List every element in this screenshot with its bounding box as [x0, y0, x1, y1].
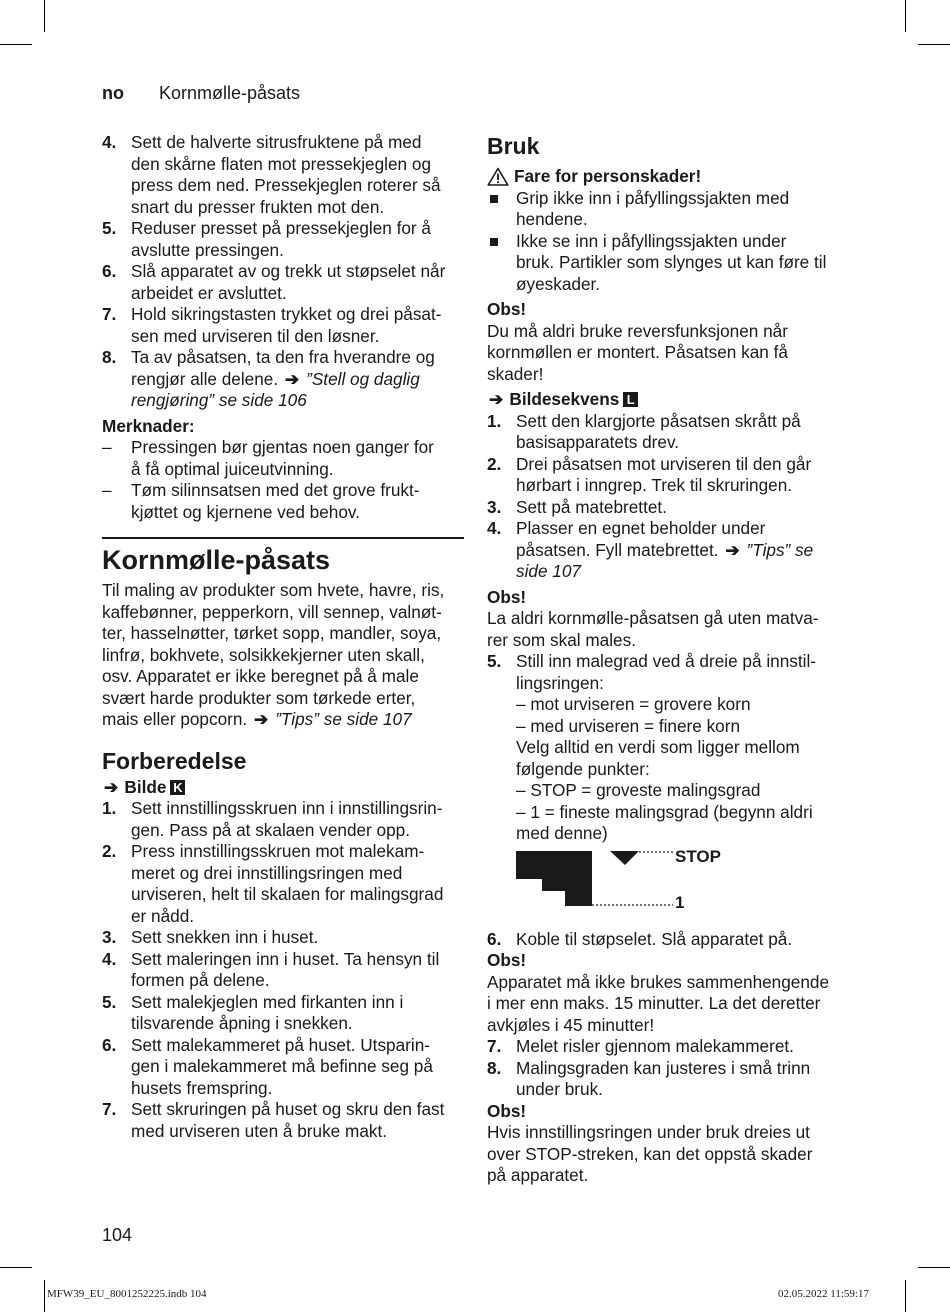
- text-line: Sett den klargjorte påsatsen skrått på: [516, 410, 801, 431]
- text-line: – mot urviseren = grovere korn: [516, 694, 751, 714]
- text-line: i mer enn maks. 15 minutter. La det deretter: [487, 993, 821, 1013]
- text-line: hørbart i inngrep. Trek til skruringen.: [516, 475, 793, 495]
- subsection-title: Forberedelse: [102, 747, 247, 774]
- cross-reference-link[interactable]: ”Tips” se: [746, 539, 814, 560]
- section-title: Kornmølle-påsats: [102, 545, 331, 575]
- text-line: Velg alltid en verdi som ligger mellom: [516, 737, 800, 757]
- step-list: [487, 1036, 851, 1101]
- text-line: formen på delene.: [131, 970, 270, 990]
- step-item: [102, 304, 464, 347]
- arrow-right-icon: ➔: [489, 389, 504, 409]
- step-number: 3.: [102, 927, 117, 947]
- step-item: [102, 927, 464, 949]
- step-item: [102, 218, 464, 261]
- right-column: [487, 132, 851, 1187]
- warning-heading: [487, 166, 851, 188]
- text-line: Til maling av produkter som hvete, havre, ris,: [102, 580, 445, 600]
- text-line: snart du presser frukten mot den.: [131, 196, 385, 217]
- text-line: ter, hasselnøtter, tørket sopp, mandler, soya,: [102, 623, 442, 643]
- footer-file-info: MFW39_EU_8001252225.indb 104: [47, 1288, 207, 1300]
- text-line: Malingsgraden kan justeres i små trinn: [516, 1057, 811, 1078]
- footer-timestamp: 02.05.2022 11:59:17: [778, 1288, 869, 1300]
- text-line: å få optimal juiceutvinning.: [131, 458, 334, 479]
- text-line: Sett på matebrettet.: [516, 496, 667, 517]
- step-number: 3.: [487, 496, 502, 517]
- text-line: bruk. Partikler som slynges ut kan føre til: [516, 252, 827, 272]
- arrow-right-icon: ➔: [725, 539, 740, 560]
- text-line: hendene.: [516, 209, 588, 229]
- obs-label: Obs!: [487, 586, 527, 607]
- crop-mark: [0, 1267, 32, 1268]
- text-line: husets fremspring.: [131, 1077, 273, 1098]
- text-line: skader!: [487, 363, 544, 384]
- left-column: [102, 132, 464, 1142]
- step-number: 4.: [487, 518, 502, 538]
- step-item: [487, 1036, 851, 1058]
- text-line: Sett malekammeret på huset. Utsparin-: [131, 1034, 430, 1055]
- text-line: under bruk.: [516, 1079, 603, 1099]
- step-item: [102, 841, 464, 927]
- stop-mark-label: STOP: [675, 846, 721, 866]
- warning-list: [487, 188, 851, 296]
- text-line: lingsringen:: [516, 672, 604, 693]
- text-line: avkjøles i 45 minutter!: [487, 1014, 655, 1035]
- step-number: 8.: [102, 347, 117, 367]
- cross-reference-link[interactable]: ”Tips” se side 107: [275, 709, 412, 729]
- text-line: er nådd.: [131, 905, 195, 926]
- figure-label: Bilde: [124, 776, 167, 797]
- header-title: Kornmølle-påsats: [159, 83, 301, 103]
- obs-label: Obs!: [487, 1100, 527, 1121]
- step-number: 1.: [487, 410, 502, 431]
- text-line: – med urviseren = finere korn: [516, 715, 741, 736]
- section-title: Bruk: [487, 133, 540, 159]
- step-number: 7.: [102, 304, 117, 324]
- obs-paragraph: [487, 972, 851, 1037]
- step-item: [102, 798, 464, 841]
- text-line: svært harde produkter som tørkede erter,: [102, 687, 416, 708]
- text-span: rengjør alle delene.: [131, 368, 279, 389]
- text-line: basisapparatets drev.: [516, 432, 680, 452]
- step-number: 6.: [102, 261, 117, 281]
- text-line: Slå apparatet av og trekk ut støpselet når: [131, 261, 446, 281]
- grind-scale-diagram: [487, 846, 851, 921]
- text-line: Koble til støpselet. Slå apparatet på.: [516, 928, 793, 949]
- text-line: Ikke se inn i påfyllingssjakten under: [516, 230, 787, 251]
- crop-mark: [44, 0, 45, 32]
- text-line: Grip ikke inn i påfyllingssjakten med: [516, 187, 790, 208]
- text-line: Sett snekken inn i huset.: [131, 927, 319, 947]
- text-line: Sett de halverte sitrusfruktene på med: [131, 132, 422, 152]
- step-item: [487, 929, 851, 951]
- step-list: [487, 929, 851, 951]
- text-line: Tøm silinnsatsen med det grove frukt-: [131, 480, 420, 500]
- text-line: Plasser en egnet beholder under: [516, 518, 766, 538]
- crop-mark: [905, 1280, 906, 1312]
- text-line: Sett innstillingsskruen inn i innstillingsrin-: [131, 798, 443, 818]
- text-line: Sett skruringen på huset og skru den fast: [131, 1099, 445, 1119]
- dash-bullet-icon: –: [102, 480, 112, 500]
- step-number: 2.: [487, 453, 502, 474]
- text-line: kornmøllen er montert. Påsatsen kan få: [487, 342, 788, 362]
- warning-triangle-icon: [487, 167, 509, 186]
- cross-reference-link[interactable]: rengjøring” se side 106: [131, 390, 307, 410]
- text-line: Drei påsatsen mot urviseren til den går: [516, 453, 812, 474]
- text-line: press dem ned. Pressekjeglen roterer så: [131, 175, 441, 195]
- step-item: [102, 949, 464, 992]
- text-line: Apparatet må ikke brukes sammenhengende: [487, 971, 830, 992]
- step-number: 4.: [102, 948, 117, 969]
- text-line: med urviseren uten å bruke makt.: [131, 1120, 388, 1141]
- figure-reference: [102, 777, 464, 799]
- text-line: [516, 540, 851, 562]
- text-line: Pressingen bør gjentas noen ganger for: [131, 437, 434, 457]
- text-line: Hold sikringstasten trykket og drei påsat-: [131, 304, 442, 324]
- arrow-right-icon: ➔: [284, 368, 300, 389]
- text-span: påsatsen. Fyll matebrettet.: [516, 539, 719, 560]
- text-line: urviseren, helt til skalaen for malingsgrad: [131, 884, 444, 904]
- text-line: avslutte pressingen.: [131, 239, 284, 260]
- step-item: [487, 1058, 851, 1101]
- step-list: [102, 132, 464, 412]
- crop-mark: [44, 1280, 45, 1312]
- text-line: over STOP-streken, kan det oppstå skader: [487, 1143, 813, 1164]
- obs-paragraph: [487, 608, 851, 651]
- text-line: Still inn malegrad ved å dreie på innstil-: [516, 651, 816, 671]
- text-line: meret og drei innstillingsringen med: [131, 862, 403, 883]
- cross-reference-link[interactable]: side 107: [516, 561, 581, 581]
- obs-label: Obs!: [487, 950, 527, 970]
- text-line: Press innstillingsskruen mot malekam-: [131, 841, 425, 861]
- grind-scale-graphic: [487, 851, 851, 921]
- text-line: kjøttet og kjernene ved behov.: [131, 501, 360, 522]
- intro-paragraph: [102, 580, 464, 731]
- figure-badge: K: [170, 780, 185, 795]
- text-line: følgende punkter:: [516, 758, 650, 779]
- step-number: 5.: [102, 218, 117, 238]
- step-item: [102, 347, 464, 412]
- square-bullet-icon: [490, 238, 498, 246]
- text-line: på apparatet.: [487, 1165, 589, 1185]
- text-line: Du må aldri bruke reversfunksjonen når: [487, 320, 788, 341]
- step-item: [102, 132, 464, 218]
- step-number: 6.: [487, 928, 502, 949]
- step-list: [487, 651, 851, 845]
- text-line: [131, 369, 464, 391]
- list-item: [102, 480, 464, 523]
- step-number: 8.: [487, 1057, 502, 1078]
- square-bullet-icon: [490, 195, 498, 203]
- text-line: gen. Pass på at skalaen vender opp.: [131, 819, 411, 840]
- text-line: linfrø, bokhvete, solsikkekjerner uten skall,: [102, 644, 425, 665]
- text-line: gen i malekammeret må befinne seg på: [131, 1056, 433, 1076]
- dash-bullet-icon: –: [102, 437, 112, 457]
- text-line: kaffebønner, pepperkorn, vill sennep, valnøt-: [102, 601, 442, 622]
- step-number: 1.: [102, 798, 117, 818]
- step-number: 4.: [102, 132, 117, 152]
- list-item: [487, 231, 851, 296]
- text-line: sen med urviseren til den løsner.: [131, 325, 380, 346]
- step-number: 5.: [102, 991, 117, 1012]
- step-list: [487, 411, 851, 583]
- crop-mark: [0, 44, 32, 45]
- fine-mark-label: 1: [675, 892, 685, 912]
- step-item: [102, 1099, 464, 1142]
- text-line: øyeskader.: [516, 273, 601, 294]
- arrow-right-icon: ➔: [254, 709, 269, 729]
- text-line: Hvis innstillingsringen under bruk dreies ut: [487, 1122, 810, 1142]
- figure-label: Bildesekvens: [509, 389, 620, 409]
- text-line: arbeidet er avsluttet.: [131, 282, 287, 303]
- crop-mark: [918, 1267, 950, 1268]
- step-item: [102, 992, 464, 1035]
- step-item: [102, 1035, 464, 1100]
- section-divider: [102, 537, 464, 576]
- text-line: tilsvarende åpning i snekken.: [131, 1013, 353, 1033]
- step-item: [487, 411, 851, 454]
- step-number: 7.: [102, 1099, 117, 1119]
- step-number: 5.: [487, 651, 502, 671]
- text-line: den skårne flaten mot pressekjeglen og: [131, 153, 432, 174]
- step-number: 2.: [102, 841, 117, 861]
- text-line: rer som skal males.: [487, 629, 636, 650]
- cross-reference-link[interactable]: ”Stell og daglig: [306, 368, 420, 389]
- page-number: 104: [102, 1225, 133, 1245]
- list-item: [102, 437, 464, 480]
- step-number: 6.: [102, 1034, 117, 1055]
- crop-mark: [905, 0, 906, 32]
- step-item: [487, 497, 851, 519]
- figure-badge: L: [623, 392, 638, 407]
- obs-label: Obs!: [487, 299, 527, 319]
- obs-paragraph: [487, 321, 851, 386]
- text-line: Ta av påsatsen, ta den fra hverandre og: [131, 347, 435, 367]
- text-line: La aldri kornmølle-påsatsen gå uten matva-: [487, 608, 819, 628]
- obs-paragraph: [487, 1122, 851, 1187]
- step-item: [102, 261, 464, 304]
- crop-mark: [918, 44, 950, 45]
- text-line: – STOP = groveste malingsgrad: [516, 780, 761, 800]
- text-line: med denne): [516, 823, 608, 843]
- text-line: osv. Apparatet er ikke beregnet på å male: [102, 666, 419, 686]
- text-line: [102, 709, 464, 731]
- text-line: Melet risler gjennom malekammeret.: [516, 1036, 794, 1056]
- language-code: no: [102, 83, 124, 103]
- warning-title: Fare for personskader!: [514, 166, 702, 186]
- text-span: mais eller popcorn.: [102, 709, 248, 729]
- step-item: [487, 651, 851, 845]
- list-item: [487, 188, 851, 231]
- step-list: [102, 798, 464, 1142]
- step-number: 7.: [487, 1036, 502, 1056]
- notes-list: [102, 437, 464, 523]
- running-header: [102, 83, 300, 104]
- arrow-right-icon: ➔: [104, 776, 119, 797]
- text-line: Sett malekjeglen med firkanten inn i: [131, 991, 404, 1012]
- figure-reference: [487, 389, 851, 411]
- notes-label: Merknader:: [102, 415, 195, 436]
- step-item: [487, 518, 851, 583]
- text-line: Reduser presset på pressekjeglen for å: [131, 218, 431, 238]
- text-line: – 1 = fineste malingsgrad (begynn aldri: [516, 801, 813, 822]
- step-item: [487, 454, 851, 497]
- text-line: Sett maleringen inn i huset. Ta hensyn til: [131, 948, 440, 969]
